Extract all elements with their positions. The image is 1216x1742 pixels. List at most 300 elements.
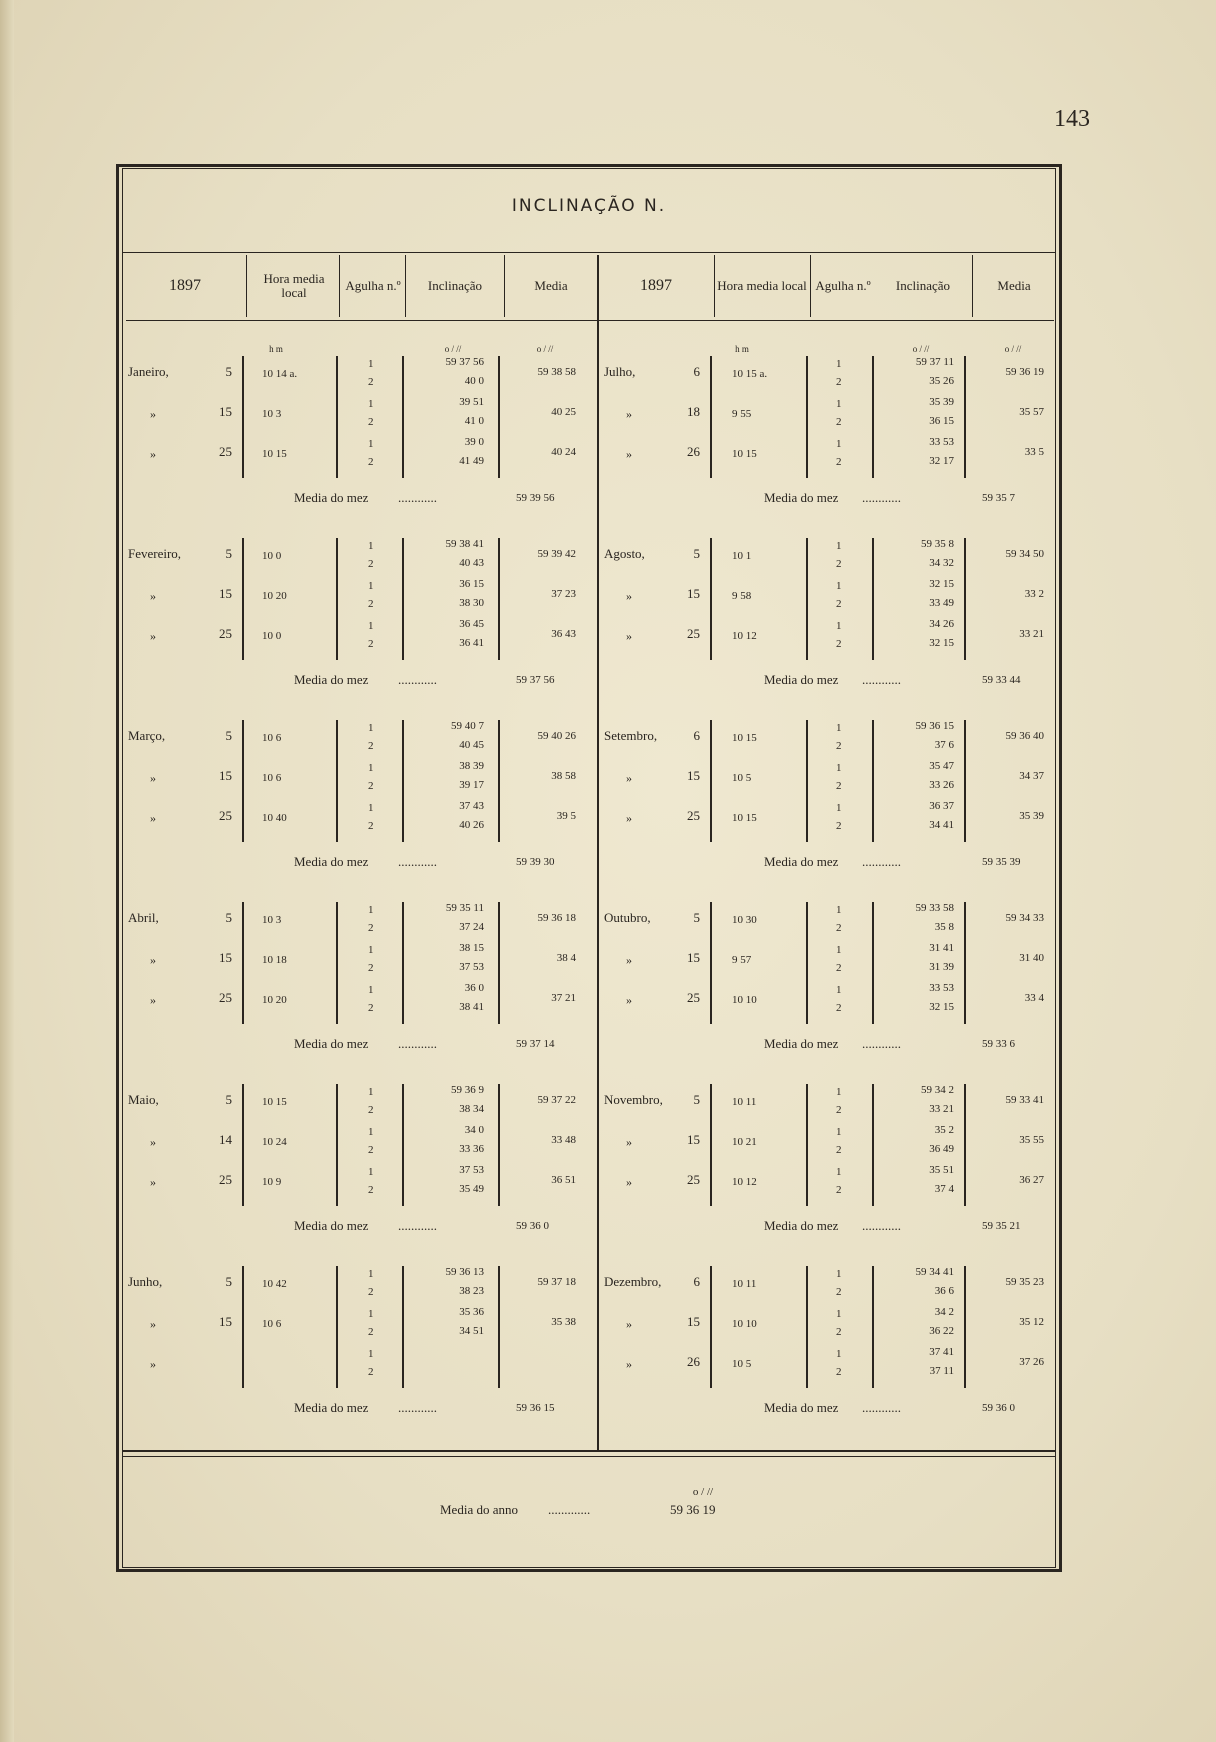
hora-local: 10 5	[732, 772, 752, 784]
ditto-mark: »	[150, 629, 156, 643]
media-mez-dots: ............	[862, 672, 901, 687]
agulha-number: 1	[368, 398, 374, 410]
unit-angle-right: o / //	[912, 344, 930, 354]
media-value: 34 37	[1019, 770, 1044, 782]
inclinacao-value: 33 36	[459, 1143, 484, 1155]
inclinacao-value: 37 4	[934, 1183, 954, 1195]
inclinacao-value: 36 15	[929, 415, 954, 427]
day-number: 5	[225, 1092, 232, 1107]
block-rule	[964, 538, 966, 660]
agulha-number: 1	[836, 398, 842, 410]
block-rule	[402, 1266, 404, 1388]
block-rule	[336, 1084, 338, 1206]
day-number: 5	[225, 728, 232, 743]
agulha-number: 1	[836, 984, 842, 996]
inclinacao-value: 35 36	[459, 1306, 484, 1318]
inclinacao-value: 36 15	[459, 578, 484, 590]
day-number: 5	[693, 910, 700, 925]
unit-time-right: h m	[735, 344, 749, 354]
inclinacao-value: 32 15	[929, 1001, 954, 1013]
inclinacao-value: 36 6	[934, 1285, 954, 1297]
month-name: Julho,	[604, 364, 636, 379]
ditto-mark: »	[626, 1135, 632, 1149]
media-mez-label: Media do mez	[764, 672, 839, 687]
block-rule	[402, 720, 404, 842]
agulha-number: 2	[836, 416, 842, 428]
inclinacao-value: 37 11	[929, 1365, 954, 1377]
header-sep	[972, 255, 973, 317]
day-number: 15	[219, 1314, 232, 1329]
header-inclinacao-left: Inclinação	[427, 278, 483, 293]
block-rule	[806, 1084, 808, 1206]
media-mez-value: 59 35 39	[982, 856, 1021, 868]
block-rule	[964, 902, 966, 1024]
inclinacao-value: 39 17	[459, 779, 484, 791]
media-value: 59 40 26	[537, 730, 576, 742]
media-mez-value: 59 33 44	[982, 674, 1021, 686]
hora-local: 10 15 a.	[732, 368, 768, 380]
media-value: 59 39 42	[537, 548, 576, 560]
unit-media-left: o / //	[536, 344, 554, 354]
agulha-number: 2	[836, 1002, 842, 1014]
media-value: 59 36 40	[1005, 730, 1044, 742]
agulha-number: 2	[836, 558, 842, 570]
block-rule	[806, 902, 808, 1024]
inclinacao-value: 37 43	[459, 800, 484, 812]
media-mez-label: Media do mez	[294, 672, 369, 687]
hora-local: 9 58	[732, 590, 752, 602]
unit-media-right: o / //	[1004, 344, 1022, 354]
hora-local: 10 11	[732, 1096, 757, 1108]
inclinacao-value: 59 36 15	[915, 720, 954, 732]
inclinacao-value: 35 39	[929, 396, 954, 408]
unit-media-anno: o / //	[692, 1486, 714, 1498]
agulha-number: 1	[368, 1268, 374, 1280]
media-anno-label: Media do anno	[440, 1502, 518, 1517]
ditto-mark: »	[150, 407, 156, 421]
media-mez-label: Media do mez	[294, 490, 369, 505]
agulha-number: 1	[836, 620, 842, 632]
day-number: 5	[225, 546, 232, 561]
agulha-number: 1	[836, 1086, 842, 1098]
header-sep	[339, 255, 340, 317]
inclinacao-value: 36 22	[929, 1325, 954, 1337]
inclinacao-value: 40 45	[459, 739, 484, 751]
inclinacao-value: 59 40 7	[451, 720, 484, 732]
page-number: 143	[1054, 106, 1090, 132]
inclinacao-value: 59 34 2	[921, 1084, 954, 1096]
hora-local: 10 12	[732, 1176, 757, 1188]
media-value: 59 36 19	[1005, 366, 1044, 378]
block-rule	[242, 1084, 244, 1206]
media-value: 38 4	[556, 952, 576, 964]
block-rule	[872, 1266, 874, 1388]
block-rule	[872, 538, 874, 660]
day-number: 6	[693, 1274, 700, 1289]
agulha-number: 2	[368, 1002, 374, 1014]
agulha-number: 2	[368, 456, 374, 468]
inclinacao-value: 38 41	[459, 1001, 484, 1013]
hora-local: 10 10	[732, 1318, 757, 1330]
day-number: 6	[693, 728, 700, 743]
unit-time-left: h m	[269, 344, 283, 354]
agulha-number: 1	[836, 580, 842, 592]
block-rule	[806, 538, 808, 660]
agulha-number: 2	[836, 1144, 842, 1156]
block-rule	[242, 1266, 244, 1388]
media-value: 33 48	[551, 1134, 576, 1146]
agulha-number: 2	[368, 638, 374, 650]
inclinacao-value: 38 39	[459, 760, 484, 772]
header-agulha-right: Agulha n.º	[815, 278, 871, 293]
inclinacao-value: 34 41	[929, 819, 954, 831]
media-mez-value: 59 33 6	[982, 1038, 1015, 1050]
media-mez-dots: ............	[862, 490, 901, 505]
media-value: 59 37 22	[537, 1094, 576, 1106]
header-sep	[246, 255, 247, 317]
hora-local: 10 11	[732, 1278, 757, 1290]
ditto-mark: »	[150, 589, 156, 603]
agulha-number: 1	[368, 1348, 374, 1360]
agulha-number: 1	[836, 540, 842, 552]
media-value: 39 5	[556, 810, 576, 822]
day-number: 25	[687, 1172, 700, 1187]
hora-local: 10 20	[262, 994, 287, 1006]
agulha-number: 2	[368, 1144, 374, 1156]
inclinacao-value: 41 49	[459, 455, 484, 467]
media-value: 36 51	[551, 1174, 576, 1186]
agulha-number: 1	[836, 802, 842, 814]
agulha-number: 2	[836, 638, 842, 650]
agulha-number: 2	[836, 1104, 842, 1116]
agulha-number: 2	[836, 820, 842, 832]
hora-local: 10 6	[262, 732, 282, 744]
hora-local: 10 3	[262, 408, 282, 420]
day-number: 5	[693, 1092, 700, 1107]
agulha-number: 1	[368, 438, 374, 450]
agulha-number: 2	[368, 922, 374, 934]
inclinacao-value: 37 53	[459, 961, 484, 973]
agulha-number: 1	[836, 1308, 842, 1320]
hora-local: 10 15	[732, 448, 757, 460]
block-rule	[710, 1084, 712, 1206]
inclinacao-value: 36 45	[459, 618, 484, 630]
inclinacao-value: 38 30	[459, 597, 484, 609]
block-rule	[498, 356, 500, 478]
day-number: 15	[687, 586, 700, 601]
agulha-number: 2	[836, 740, 842, 752]
block-rule	[872, 356, 874, 478]
header-year-left: 1897	[169, 277, 201, 294]
hora-local: 10 18	[262, 954, 287, 966]
ditto-mark: »	[626, 953, 632, 967]
block-rule	[964, 720, 966, 842]
block-rule	[806, 356, 808, 478]
agulha-number: 2	[836, 1184, 842, 1196]
inclinacao-value: 59 38 41	[445, 538, 484, 550]
inclinacao-value: 40 43	[459, 557, 484, 569]
media-value: 33 4	[1024, 992, 1044, 1004]
media-mez-label: Media do mez	[294, 1400, 369, 1415]
agulha-number: 2	[836, 1326, 842, 1338]
block-rule	[498, 1266, 500, 1388]
inclinacao-value: 34 26	[929, 618, 954, 630]
agulha-number: 2	[368, 1286, 374, 1298]
media-value: 33 2	[1024, 588, 1044, 600]
ditto-mark: »	[626, 771, 632, 785]
inclinacao-value: 36 41	[459, 637, 484, 649]
ditto-mark: »	[626, 1175, 632, 1189]
hora-local: 10 6	[262, 1318, 282, 1330]
day-number: 25	[219, 808, 232, 823]
agulha-number: 1	[836, 762, 842, 774]
center-divider	[597, 255, 599, 1451]
header-sep	[810, 255, 811, 317]
media-value: 37 21	[551, 992, 576, 1004]
inclinacao-value: 35 49	[459, 1183, 484, 1195]
agulha-number: 1	[836, 358, 842, 370]
page-edge	[0, 0, 14, 1742]
agulha-number: 1	[836, 944, 842, 956]
hora-local: 9 55	[732, 408, 752, 420]
agulha-number: 2	[836, 1286, 842, 1298]
hora-local: 10 10	[732, 994, 757, 1006]
inclinacao-value: 34 51	[459, 1325, 484, 1337]
agulha-number: 1	[836, 722, 842, 734]
media-value: 59 33 41	[1005, 1094, 1044, 1106]
media-value: 33 5	[1024, 446, 1044, 458]
day-number: 15	[219, 950, 232, 965]
inclinacao-value: 39 0	[464, 436, 484, 448]
media-mez-dots: ............	[398, 1218, 437, 1233]
inclinacao-value: 34 32	[929, 557, 954, 569]
block-rule	[402, 356, 404, 478]
block-rule	[872, 1084, 874, 1206]
agulha-number: 1	[368, 762, 374, 774]
inclinacao-value: 31 41	[929, 942, 954, 954]
block-rule	[498, 538, 500, 660]
agulha-number: 2	[368, 416, 374, 428]
agulha-number: 2	[368, 1326, 374, 1338]
agulha-number: 2	[368, 820, 374, 832]
inclinacao-value: 35 26	[929, 375, 954, 387]
hora-local: 10 15	[732, 732, 757, 744]
month-name: Fevereiro,	[128, 546, 182, 561]
day-number: 5	[225, 364, 232, 379]
hora-local: 10 15	[732, 812, 757, 824]
day-number: 26	[687, 444, 700, 459]
inclinacao-value: 35 51	[929, 1164, 954, 1176]
inclinacao-value: 59 36 9	[451, 1084, 484, 1096]
inclinacao-value: 40 0	[464, 375, 484, 387]
agulha-number: 1	[836, 1126, 842, 1138]
ditto-mark: »	[150, 1317, 156, 1331]
media-value: 36 43	[551, 628, 576, 640]
block-rule	[498, 902, 500, 1024]
inclinacao-value: 32 15	[929, 578, 954, 590]
hora-local: 10 0	[262, 630, 282, 642]
media-mez-dots: ............	[398, 672, 437, 687]
inclinacao-value: 36 37	[929, 800, 954, 812]
ditto-mark: »	[626, 1357, 632, 1371]
media-value: 59 34 33	[1005, 912, 1044, 924]
month-name: Junho,	[128, 1274, 163, 1289]
block-rule	[872, 902, 874, 1024]
hora-local: 10 3	[262, 914, 282, 926]
day-number: 25	[219, 990, 232, 1005]
media-anno-dots: .............	[548, 1502, 591, 1517]
hora-local: 10 20	[262, 590, 287, 602]
media-value: 59 36 18	[537, 912, 576, 924]
media-value: 40 24	[551, 446, 576, 458]
agulha-number: 2	[836, 922, 842, 934]
media-mez-label: Media do mez	[294, 1218, 369, 1233]
inclinacao-value: 59 35 11	[445, 902, 484, 914]
block-rule	[806, 1266, 808, 1388]
day-number: 25	[219, 444, 232, 459]
media-value: 37 23	[551, 588, 576, 600]
hora-local: 10 14 a.	[262, 368, 298, 380]
block-rule	[242, 356, 244, 478]
inclinacao-value: 38 23	[459, 1285, 484, 1297]
header-year-right: 1897	[640, 277, 672, 294]
inclinacao-value: 37 53	[459, 1164, 484, 1176]
hora-local: 10 21	[732, 1136, 757, 1148]
agulha-number: 2	[836, 598, 842, 610]
media-value: 59 34 50	[1005, 548, 1044, 560]
block-rule	[336, 720, 338, 842]
header-sep	[714, 255, 715, 317]
block-rule	[964, 1084, 966, 1206]
agulha-number: 2	[368, 1184, 374, 1196]
agulha-number: 1	[368, 944, 374, 956]
ditto-mark: »	[626, 589, 632, 603]
inclinacao-value: 59 33 58	[915, 902, 954, 914]
media-mez-dots: ............	[398, 1400, 437, 1415]
day-number: 25	[687, 626, 700, 641]
day-number: 15	[687, 1132, 700, 1147]
media-mez-dots: ............	[862, 1036, 901, 1051]
inclinacao-value: 59 37 56	[445, 356, 484, 368]
block-rule	[710, 356, 712, 478]
header-sep	[504, 255, 505, 317]
media-value: 35 57	[1019, 406, 1044, 418]
media-mez-value: 59 36 0	[982, 1402, 1015, 1414]
inclinacao-value: 59 35 8	[921, 538, 954, 550]
media-value: 38 58	[551, 770, 576, 782]
ditto-mark: »	[150, 771, 156, 785]
media-value: 35 38	[551, 1316, 576, 1328]
media-mez-label: Media do mez	[294, 854, 369, 869]
agulha-number: 1	[836, 904, 842, 916]
media-mez-label: Media do mez	[294, 1036, 369, 1051]
day-number: 25	[219, 1172, 232, 1187]
media-mez-label: Media do mez	[764, 854, 839, 869]
inclinacao-value: 39 51	[459, 396, 484, 408]
agulha-number: 2	[368, 598, 374, 610]
agulha-number: 1	[368, 540, 374, 552]
media-mez-value: 59 37 56	[516, 674, 555, 686]
month-name: Janeiro,	[128, 364, 169, 379]
ditto-mark: »	[150, 1175, 156, 1189]
inclinacao-value: 41 0	[464, 415, 484, 427]
agulha-number: 1	[836, 1348, 842, 1360]
media-mez-label: Media do mez	[764, 490, 839, 505]
inclinacao-value: 59 36 13	[445, 1266, 484, 1278]
header-bottom-rule-right	[598, 320, 1054, 321]
agulha-number: 1	[368, 1166, 374, 1178]
block-rule	[336, 1266, 338, 1388]
hora-local: 9 57	[732, 954, 752, 966]
media-value: 59 37 18	[537, 1276, 576, 1288]
hora-local: 10 12	[732, 630, 757, 642]
day-number: 15	[219, 768, 232, 783]
hora-local: 10 6	[262, 772, 282, 784]
hora-local: 10 40	[262, 812, 287, 824]
hora-local: 10 5	[732, 1358, 752, 1370]
header-bottom-rule-left	[126, 320, 600, 321]
day-number: 5	[225, 1274, 232, 1289]
inclinacao-value: 35 2	[934, 1124, 954, 1136]
media-value: 35 39	[1019, 810, 1044, 822]
inclinacao-value: 40 26	[459, 819, 484, 831]
inclinacao-value: 37 24	[459, 921, 484, 933]
agulha-number: 1	[368, 1308, 374, 1320]
day-number: 15	[219, 404, 232, 419]
agulha-number: 1	[368, 722, 374, 734]
day-number: 5	[693, 546, 700, 561]
inclinacao-value: 33 53	[929, 982, 954, 994]
block-rule	[710, 720, 712, 842]
hora-local: 10 30	[732, 914, 757, 926]
day-number: 25	[687, 808, 700, 823]
agulha-number: 2	[368, 558, 374, 570]
inclinacao-value: 37 6	[934, 739, 954, 751]
inclinacao-value: 33 53	[929, 436, 954, 448]
block-rule	[242, 902, 244, 1024]
block-rule	[402, 902, 404, 1024]
block-rule	[336, 356, 338, 478]
ditto-mark: »	[150, 811, 156, 825]
inclinacao-value: 59 34 41	[915, 1266, 954, 1278]
agulha-number: 1	[836, 438, 842, 450]
month-name: Março,	[128, 728, 166, 743]
hora-local: 10 15	[262, 448, 287, 460]
table-bottom-rule	[122, 1450, 1056, 1452]
inclinacao-value: 33 21	[929, 1103, 954, 1115]
media-value: 36 27	[1019, 1174, 1044, 1186]
block-rule	[964, 356, 966, 478]
header-hora-right: Hora media local	[717, 278, 807, 293]
media-value: 35 12	[1019, 1316, 1044, 1328]
block-rule	[498, 1084, 500, 1206]
header-top-rule	[122, 252, 1056, 253]
month-name: Novembro,	[604, 1092, 663, 1107]
block-rule	[710, 1266, 712, 1388]
hora-local: 10 24	[262, 1136, 287, 1148]
day-number: 15	[687, 1314, 700, 1329]
day-number: 5	[225, 910, 232, 925]
block-rule	[710, 538, 712, 660]
media-mez-label: Media do mez	[764, 1036, 839, 1051]
media-mez-dots: ............	[862, 1400, 901, 1415]
ditto-mark: »	[150, 993, 156, 1007]
media-mez-value: 59 36 15	[516, 1402, 555, 1414]
media-value: 37 26	[1019, 1356, 1044, 1368]
day-number: 26	[687, 1354, 700, 1369]
block-rule	[964, 1266, 966, 1388]
media-value: 59 35 23	[1005, 1276, 1044, 1288]
